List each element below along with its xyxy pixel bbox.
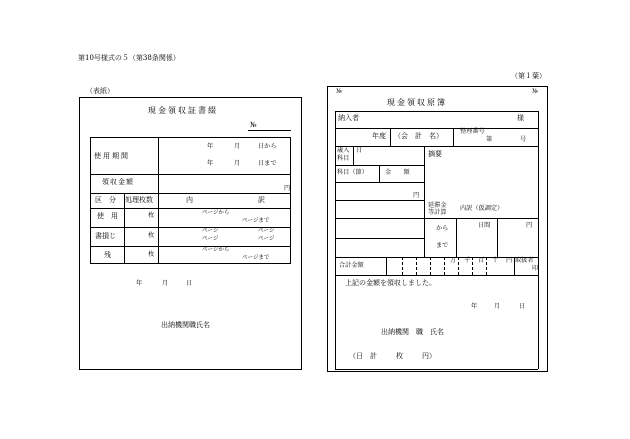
ledger-line-8 bbox=[335, 238, 424, 239]
cover-period-divider bbox=[158, 137, 159, 174]
cover-line-3 bbox=[90, 208, 291, 209]
ledger-line-7 bbox=[335, 218, 538, 219]
ledger-account-divider bbox=[453, 128, 454, 146]
ledger-digit-divider-3 bbox=[430, 257, 431, 275]
ledger-date-month: 月 bbox=[494, 303, 501, 310]
ledger-kara-divider bbox=[456, 218, 457, 257]
ledger-go: 号 bbox=[520, 136, 527, 143]
ledger-digit-hyaku: 百 bbox=[478, 257, 485, 264]
ledger-digit-man: 万 bbox=[450, 257, 457, 264]
ledger-digit-divider-4 bbox=[444, 257, 445, 275]
cover-spoiled-unit: 枚 bbox=[148, 232, 155, 239]
ledger-digit-divider-6 bbox=[472, 257, 473, 275]
ledger-made: まで bbox=[436, 242, 449, 249]
ledger-payer-label: 納入者 bbox=[338, 114, 359, 122]
ledger-days-yen: 円 bbox=[526, 222, 533, 229]
ledger-handler-label: 取扱者 bbox=[515, 257, 534, 264]
ledger-digit-juu: 十 bbox=[492, 257, 499, 264]
ledger-amount-label: 金 額 bbox=[385, 169, 410, 176]
ledger-account-label: （会 計 名） bbox=[394, 132, 443, 140]
ledger-item-label: 科目（節） bbox=[337, 169, 368, 176]
cover-to-day: 日まで bbox=[258, 160, 277, 167]
ledger-line-6 bbox=[335, 200, 424, 201]
cover-from-month: 月 bbox=[234, 143, 241, 150]
ledger-date-year: 年 bbox=[471, 303, 478, 310]
ledger-arrears-line-2: 等計算 bbox=[428, 209, 447, 216]
ledger-daily-total-yen: 円） bbox=[422, 352, 436, 360]
ledger-days-label: 日間 bbox=[478, 222, 491, 229]
ledger-line-10 bbox=[335, 275, 538, 276]
ledger-handler-seal: 印 bbox=[532, 265, 539, 272]
ledger-right-edge bbox=[538, 111, 539, 369]
ledger-breakdown-label: 内訳（仮調定） bbox=[460, 205, 504, 212]
ledger-digit-divider-5 bbox=[458, 257, 459, 275]
ledger-amount-yen: 円 bbox=[413, 192, 420, 199]
cover-label: （表紙） bbox=[86, 87, 114, 95]
ledger-received-text: 上記の金額を領収しました。 bbox=[345, 279, 436, 287]
ledger-no-left: № bbox=[336, 88, 342, 95]
cover-col-category: 区 分 bbox=[95, 196, 116, 204]
cover-from-year: 年 bbox=[207, 143, 214, 150]
cover-used-from: ページから bbox=[202, 210, 230, 216]
ledger-fiscal-line-2: 科目 bbox=[337, 155, 350, 162]
ledger-line-5 bbox=[335, 182, 424, 183]
form-number: 第10号様式の５（第38条関係） bbox=[78, 54, 180, 62]
ledger-bottom-line bbox=[335, 369, 538, 370]
ledger-dai: 第 bbox=[486, 136, 493, 143]
cover-period-label: 使用期間 bbox=[94, 152, 130, 160]
ledger-sama: 様 bbox=[517, 114, 524, 122]
ledger-fiscal-day: 日 bbox=[356, 147, 363, 154]
cover-no-underline bbox=[248, 130, 291, 131]
ledger-fiscal-divider bbox=[353, 146, 354, 165]
cover-line-5 bbox=[90, 246, 291, 247]
cover-used-label: 使 用 bbox=[97, 212, 118, 220]
ledger-title: 現金領収原簿 bbox=[387, 98, 447, 107]
cover-remaining-unit: 枚 bbox=[148, 251, 155, 258]
ledger-summary-label: 摘要 bbox=[428, 150, 442, 158]
ledger-fiscal-line-1: 歳入 bbox=[337, 147, 350, 154]
ledger-digit-divider-7 bbox=[486, 257, 487, 275]
cover-spoiled-label: 書損じ bbox=[95, 232, 116, 240]
cover-spoiled-page-4: ページ bbox=[258, 236, 275, 242]
cover-col-breakdown-1: 内 bbox=[186, 196, 193, 204]
cover-to-year: 年 bbox=[207, 160, 214, 167]
ledger-line-1 bbox=[335, 111, 538, 112]
cover-used-to: ページまで bbox=[242, 218, 270, 224]
cover-line-1 bbox=[90, 174, 291, 175]
ledger-year-divider bbox=[390, 128, 391, 146]
ledger-digit-yen: 円 bbox=[506, 257, 513, 264]
cover-no-label: № bbox=[250, 121, 257, 129]
cover-remaining-to: ページまで bbox=[242, 255, 270, 261]
ledger-arrears-line-1: 延滞金 bbox=[428, 202, 447, 209]
ledger-official: 出納機関 職 氏名 bbox=[381, 328, 444, 336]
cover-amount-yen: 円 bbox=[284, 185, 291, 192]
cover-received-amount-label: 領収金額 bbox=[102, 178, 134, 186]
cover-to-month: 月 bbox=[234, 160, 241, 167]
cover-title: 現金領収証書綴 bbox=[148, 106, 218, 115]
ledger-date-day: 日 bbox=[519, 303, 526, 310]
ledger-kara: から bbox=[436, 225, 449, 232]
ledger-digit-divider-2 bbox=[416, 257, 417, 275]
cover-col-breakdown-2: 訳 bbox=[258, 196, 265, 204]
cover-date-year: 年 bbox=[136, 280, 143, 287]
cover-spoiled-page-1: ページ bbox=[202, 228, 219, 234]
ledger-main-divider bbox=[424, 146, 425, 257]
cover-from-day: 日から bbox=[258, 143, 277, 150]
cover-used-unit: 枚 bbox=[148, 212, 155, 219]
ledger-item-divider bbox=[379, 165, 380, 182]
sheet-label: （第１葉） bbox=[511, 72, 546, 80]
ledger-daily-total-open: （日 計 bbox=[349, 352, 377, 360]
ledger-digit-sen: 千 bbox=[464, 257, 471, 264]
ledger-digit-divider-1 bbox=[402, 257, 403, 275]
ledger-line-2 bbox=[335, 128, 538, 129]
ledger-ref-number-label: 整理番号 bbox=[460, 128, 485, 135]
ledger-no-right: № bbox=[532, 88, 538, 95]
cover-official: 出納機関職氏名 bbox=[161, 321, 210, 329]
cover-date-month: 月 bbox=[162, 280, 169, 287]
ledger-line-3 bbox=[335, 146, 538, 147]
cover-remaining-label: 残 bbox=[104, 251, 111, 259]
cover-date-day: 日 bbox=[186, 280, 193, 287]
cover-line-2 bbox=[90, 193, 291, 194]
cover-remaining-from: ページから bbox=[202, 247, 230, 253]
ledger-year-label: 年度 bbox=[372, 132, 386, 140]
ledger-left-edge bbox=[335, 111, 336, 369]
ledger-total-label: 合計金額 bbox=[339, 262, 364, 269]
ledger-days-divider bbox=[497, 218, 498, 257]
cover-col-count: 処理枚数 bbox=[125, 196, 153, 204]
ledger-total-divider bbox=[386, 257, 387, 275]
cover-spoiled-page-2: ページ bbox=[258, 228, 275, 234]
cover-amount-divider bbox=[158, 174, 159, 193]
ledger-daily-total-sheets: 枚 bbox=[396, 352, 403, 360]
cover-spoiled-page-3: ページ bbox=[202, 236, 219, 242]
cover-col-2 bbox=[158, 193, 159, 264]
